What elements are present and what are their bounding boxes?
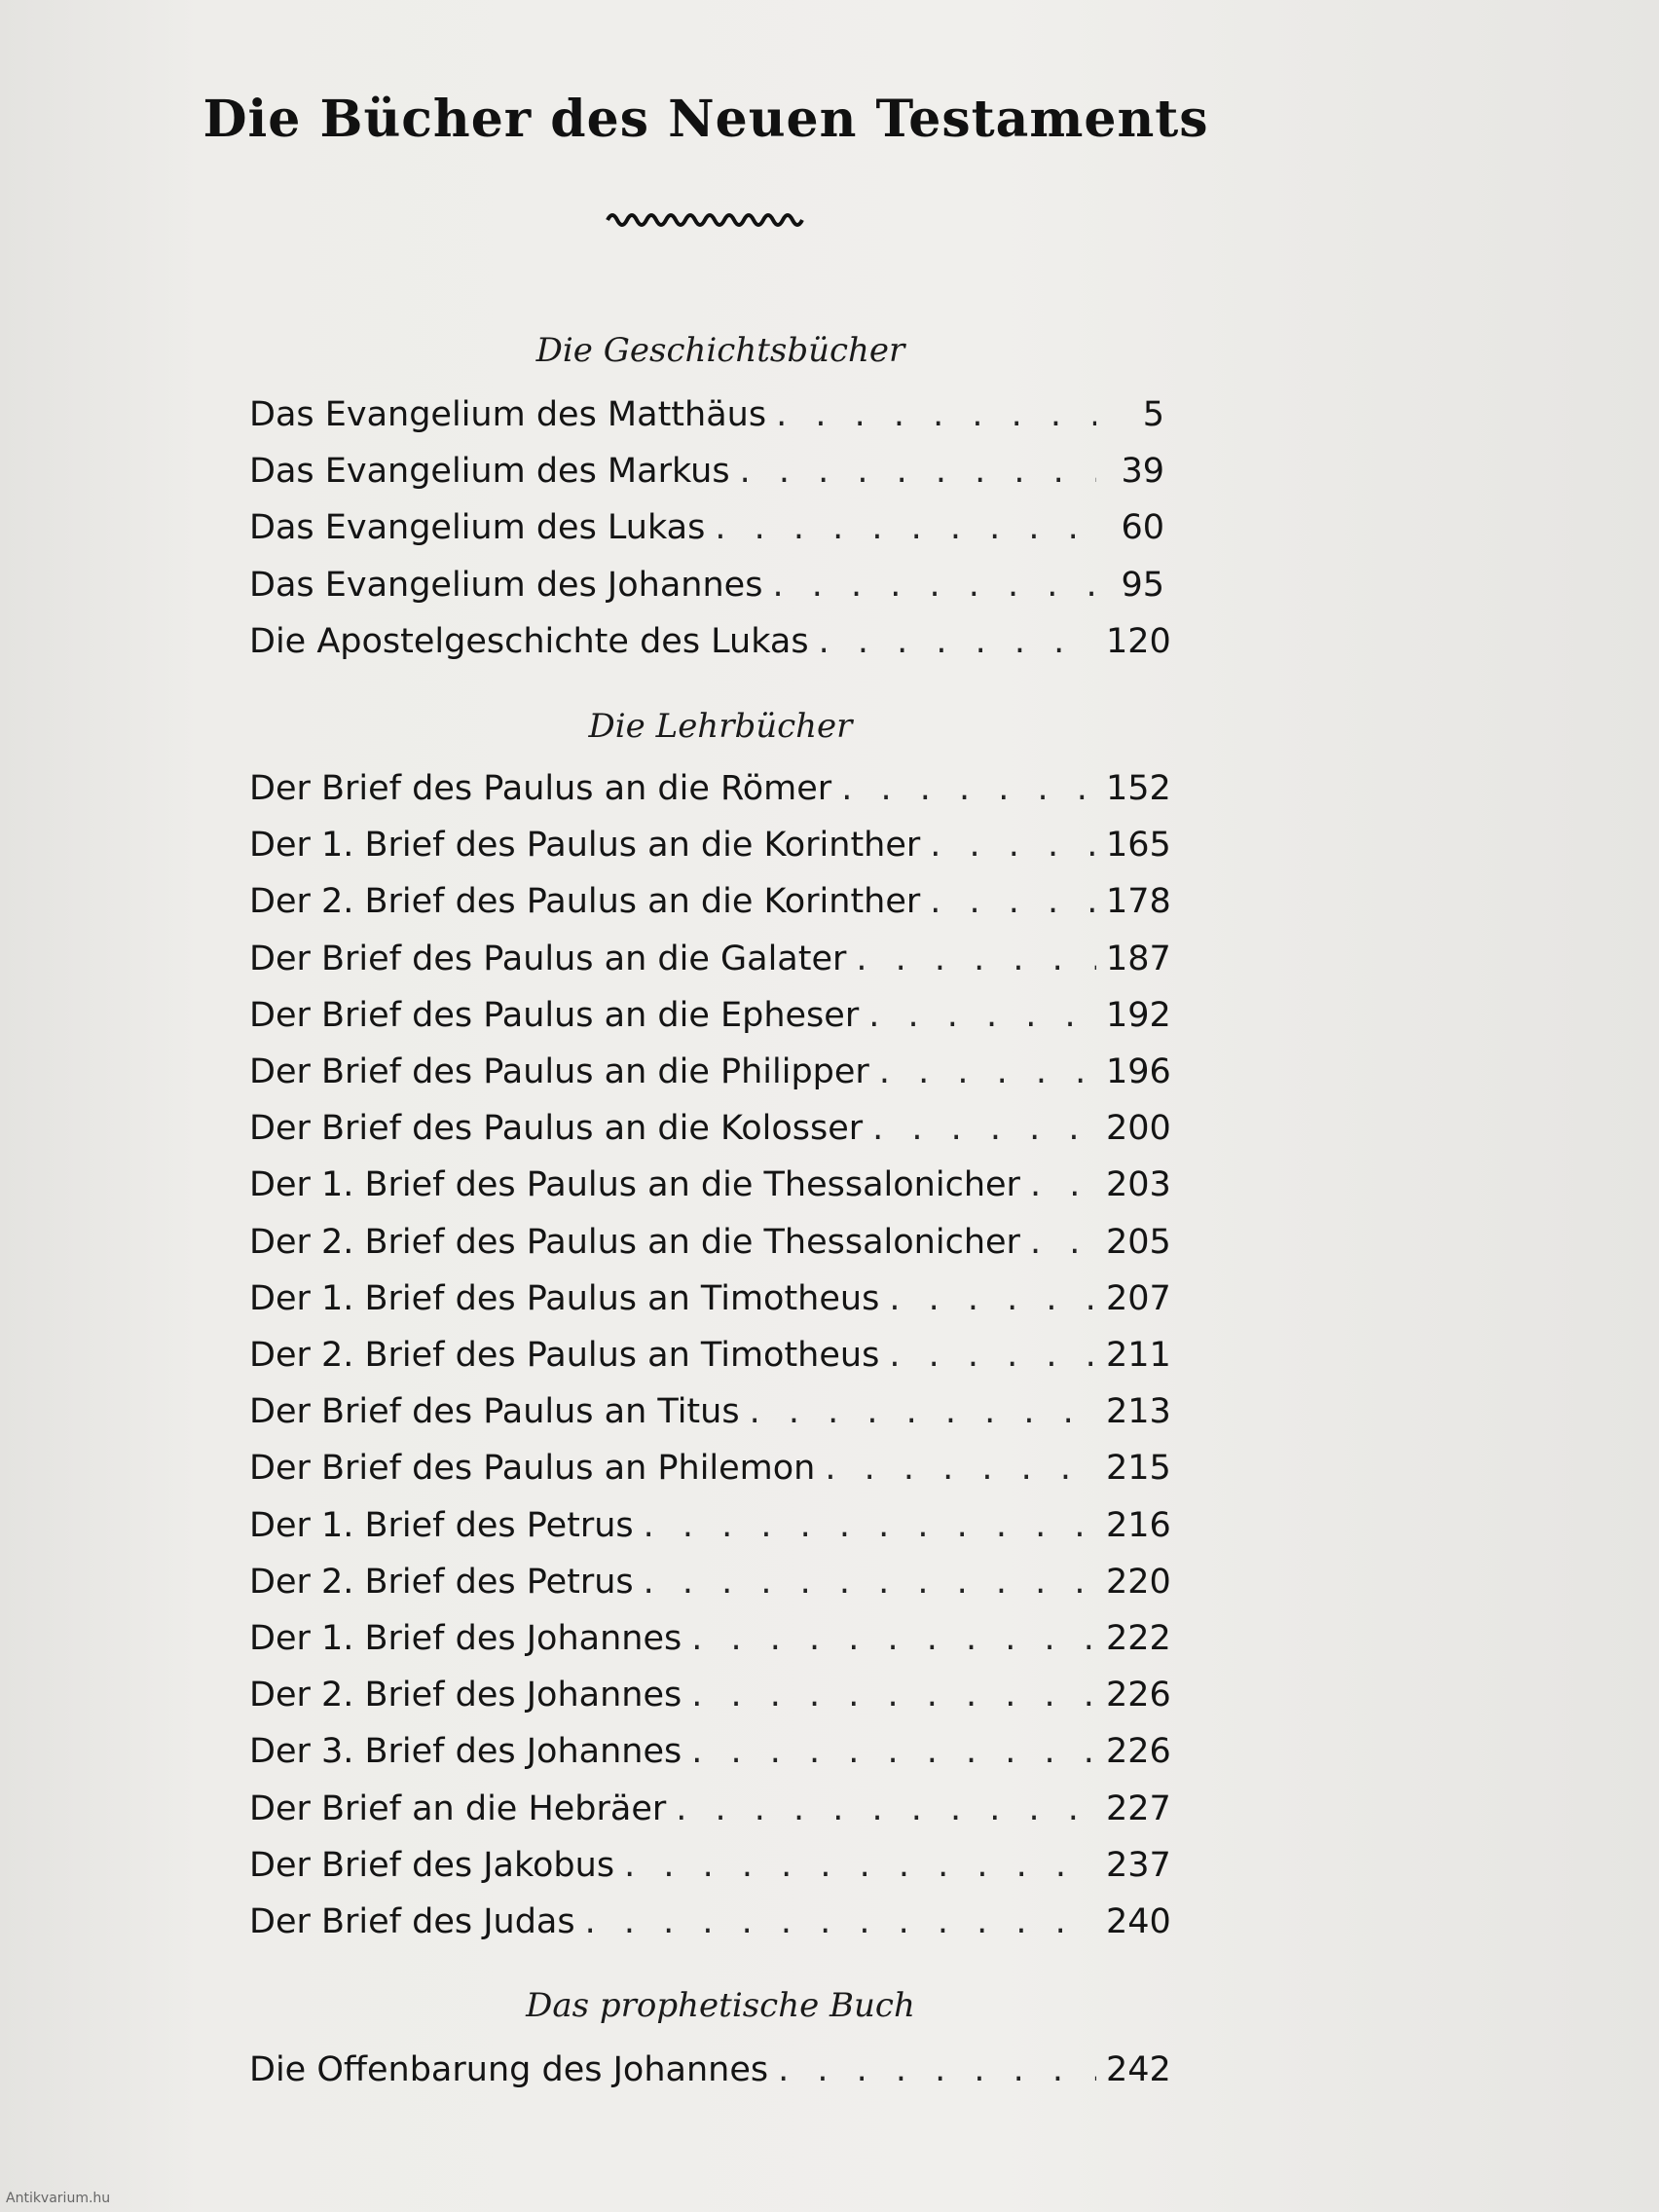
toc-entry-title: Der Brief des Judas <box>249 1902 575 1941</box>
toc-entry <box>249 1902 1171 1957</box>
toc-entry-page-number: 240 <box>1106 1902 1171 1941</box>
dot-leader <box>585 1902 1096 1941</box>
toc-entry-title: Der Brief des Paulus an die Philipper <box>249 1052 869 1091</box>
toc-entry-title: Der Brief des Paulus an Philemon <box>249 1449 816 1489</box>
dot-leader <box>930 882 1096 921</box>
dot-leader <box>776 395 1096 434</box>
toc-entry-title: Der Brief des Paulus an die Epheser <box>249 995 860 1035</box>
dot-leader <box>1030 1165 1096 1204</box>
toc-entry-title: Der 1. Brief des Johannes <box>249 1619 682 1658</box>
toc-entry <box>249 1449 1171 1503</box>
dot-leader <box>715 508 1096 547</box>
toc-entry <box>249 452 1164 506</box>
toc-entry-page-number: 226 <box>1106 1676 1171 1715</box>
toc-entry-page-number: 152 <box>1106 769 1171 808</box>
toc-entry <box>249 882 1171 937</box>
toc-entry-page-number: 227 <box>1106 1788 1171 1828</box>
dot-leader <box>856 940 1096 978</box>
section-heading-lehrbuecher: Die Lehrbücher <box>588 707 853 746</box>
toc-entry-title: Das Evangelium des Markus <box>249 452 730 492</box>
toc-entry <box>249 395 1164 450</box>
toc-entry-title: Der 2. Brief des Petrus <box>249 1562 634 1602</box>
toc-entry-page-number: 222 <box>1106 1619 1171 1658</box>
toc-entry-page-number: 178 <box>1106 882 1171 922</box>
dot-leader <box>889 1336 1096 1375</box>
dot-leader <box>740 452 1096 491</box>
dot-leader <box>691 1732 1096 1771</box>
dot-leader <box>691 1619 1096 1658</box>
toc-entry-page-number: 207 <box>1106 1278 1171 1318</box>
dot-leader <box>624 1846 1096 1885</box>
toc-entry <box>249 1165 1171 1220</box>
toc-entry <box>249 1788 1171 1844</box>
toc-entry-title: Der Brief des Paulus an die Galater <box>249 939 847 978</box>
dot-leader <box>841 769 1096 808</box>
dot-leader <box>644 1563 1096 1602</box>
toc-entry-page-number: 187 <box>1106 939 1171 978</box>
toc-entry-title: Das Evangelium des Lukas <box>249 508 706 548</box>
toc-entry <box>249 1222 1171 1277</box>
dot-leader <box>825 1449 1096 1488</box>
toc-entry-title: Der Brief des Paulus an Titus <box>249 1392 740 1432</box>
dot-leader <box>1030 1223 1096 1262</box>
toc-entry-title: Das Evangelium des Matthäus <box>249 395 767 434</box>
dot-leader <box>872 1109 1096 1148</box>
toc-entry-page-number: 192 <box>1106 995 1171 1035</box>
toc-entry-title: Der Brief des Paulus an die Kolosser <box>249 1109 864 1149</box>
toc-entry-title: Der Brief des Paulus an die Römer <box>249 769 832 808</box>
toc-entry-page-number: 95 <box>1121 565 1164 605</box>
toc-entry <box>249 2050 1171 2105</box>
toc-entry-page-number: 242 <box>1106 2050 1171 2089</box>
toc-entry-page-number: 211 <box>1106 1336 1171 1375</box>
toc-entry <box>249 1505 1171 1561</box>
toc-entry <box>249 826 1171 880</box>
toc-entry-page-number: 226 <box>1106 1732 1171 1772</box>
toc-entry <box>249 1619 1171 1674</box>
dot-leader <box>868 996 1096 1035</box>
toc-entry-page-number: 237 <box>1106 1845 1171 1885</box>
toc-entry <box>249 1562 1171 1617</box>
dot-leader <box>819 622 1096 661</box>
toc-entry <box>249 939 1171 994</box>
toc-entry-page-number: 120 <box>1106 621 1171 661</box>
dot-leader <box>772 566 1096 605</box>
dot-leader <box>691 1676 1096 1714</box>
toc-entry <box>249 508 1164 563</box>
toc-entry-title: Der 1. Brief des Paulus an Timotheus <box>249 1278 880 1318</box>
toc-entry-page-number: 220 <box>1106 1562 1171 1602</box>
toc-entry-page-number: 213 <box>1106 1392 1171 1432</box>
toc-entry-title: Der Brief an die Hebräer <box>249 1788 667 1828</box>
toc-entry <box>249 1732 1171 1787</box>
toc-entry-page-number: 215 <box>1106 1449 1171 1489</box>
toc-entry-title: Der 2. Brief des Paulus an die Thessalonicher <box>249 1222 1020 1262</box>
toc-entry-page-number: 203 <box>1106 1165 1171 1205</box>
toc-entry-title: Die Offenbarung des Johannes <box>249 2050 769 2089</box>
toc-entry-title: Der Brief des Jakobus <box>249 1845 615 1885</box>
toc-entry <box>249 1336 1171 1390</box>
toc-entry <box>249 1052 1171 1107</box>
toc-entry <box>249 566 1164 620</box>
toc-entry-page-number: 196 <box>1106 1052 1171 1091</box>
toc-entry-title: Der 2. Brief des Paulus an Timotheus <box>249 1336 880 1375</box>
toc-entry-title: Der 1. Brief des Paulus an die Thessalonicher <box>249 1165 1020 1205</box>
toc-entry <box>249 621 1171 677</box>
toc-entry-title: Das Evangelium des Johannes <box>249 565 763 605</box>
dot-leader <box>889 1279 1096 1318</box>
section-heading-geschichtsbuecher: Die Geschichtsbücher <box>535 331 905 370</box>
toc-entry-page-number: 39 <box>1121 452 1164 492</box>
toc-entry <box>249 1676 1171 1730</box>
toc-entry <box>249 1845 1171 1900</box>
dot-leader <box>750 1392 1096 1431</box>
toc-entry <box>249 1392 1171 1447</box>
watermark-text: Antikvarium.hu <box>6 2191 111 2206</box>
toc-entry-page-number: 5 <box>1142 395 1164 434</box>
toc-entry-page-number: 60 <box>1121 508 1164 548</box>
toc-entry-title: Der 1. Brief des Petrus <box>249 1505 634 1545</box>
toc-entry-title: Die Apostelgeschichte des Lukas <box>249 621 809 661</box>
toc-entry-title: Der 2. Brief des Johannes <box>249 1676 682 1715</box>
toc-entry-title: Der 1. Brief des Paulus an die Korinther <box>249 826 921 866</box>
decorative-wave-ornament <box>606 208 810 232</box>
dot-leader <box>930 826 1096 865</box>
toc-entry-page-number: 216 <box>1106 1505 1171 1545</box>
dot-leader <box>778 2050 1096 2089</box>
toc-entry <box>249 769 1171 824</box>
dot-leader <box>644 1506 1096 1545</box>
page-title: Die Bücher des Neuen Testaments <box>203 90 1209 149</box>
toc-entry-page-number: 205 <box>1106 1222 1171 1262</box>
toc-entry <box>249 995 1171 1051</box>
toc-entry-title: Der 3. Brief des Johannes <box>249 1732 682 1772</box>
dot-leader <box>676 1789 1096 1828</box>
toc-entry-title: Der 2. Brief des Paulus an die Korinther <box>249 882 921 922</box>
section-heading-prophetisches-buch: Das prophetische Buch <box>526 1986 915 2025</box>
toc-entry-page-number: 165 <box>1106 826 1171 866</box>
toc-entry <box>249 1278 1171 1334</box>
toc-entry-page-number: 200 <box>1106 1109 1171 1149</box>
toc-entry <box>249 1109 1171 1163</box>
dot-leader <box>879 1052 1096 1091</box>
